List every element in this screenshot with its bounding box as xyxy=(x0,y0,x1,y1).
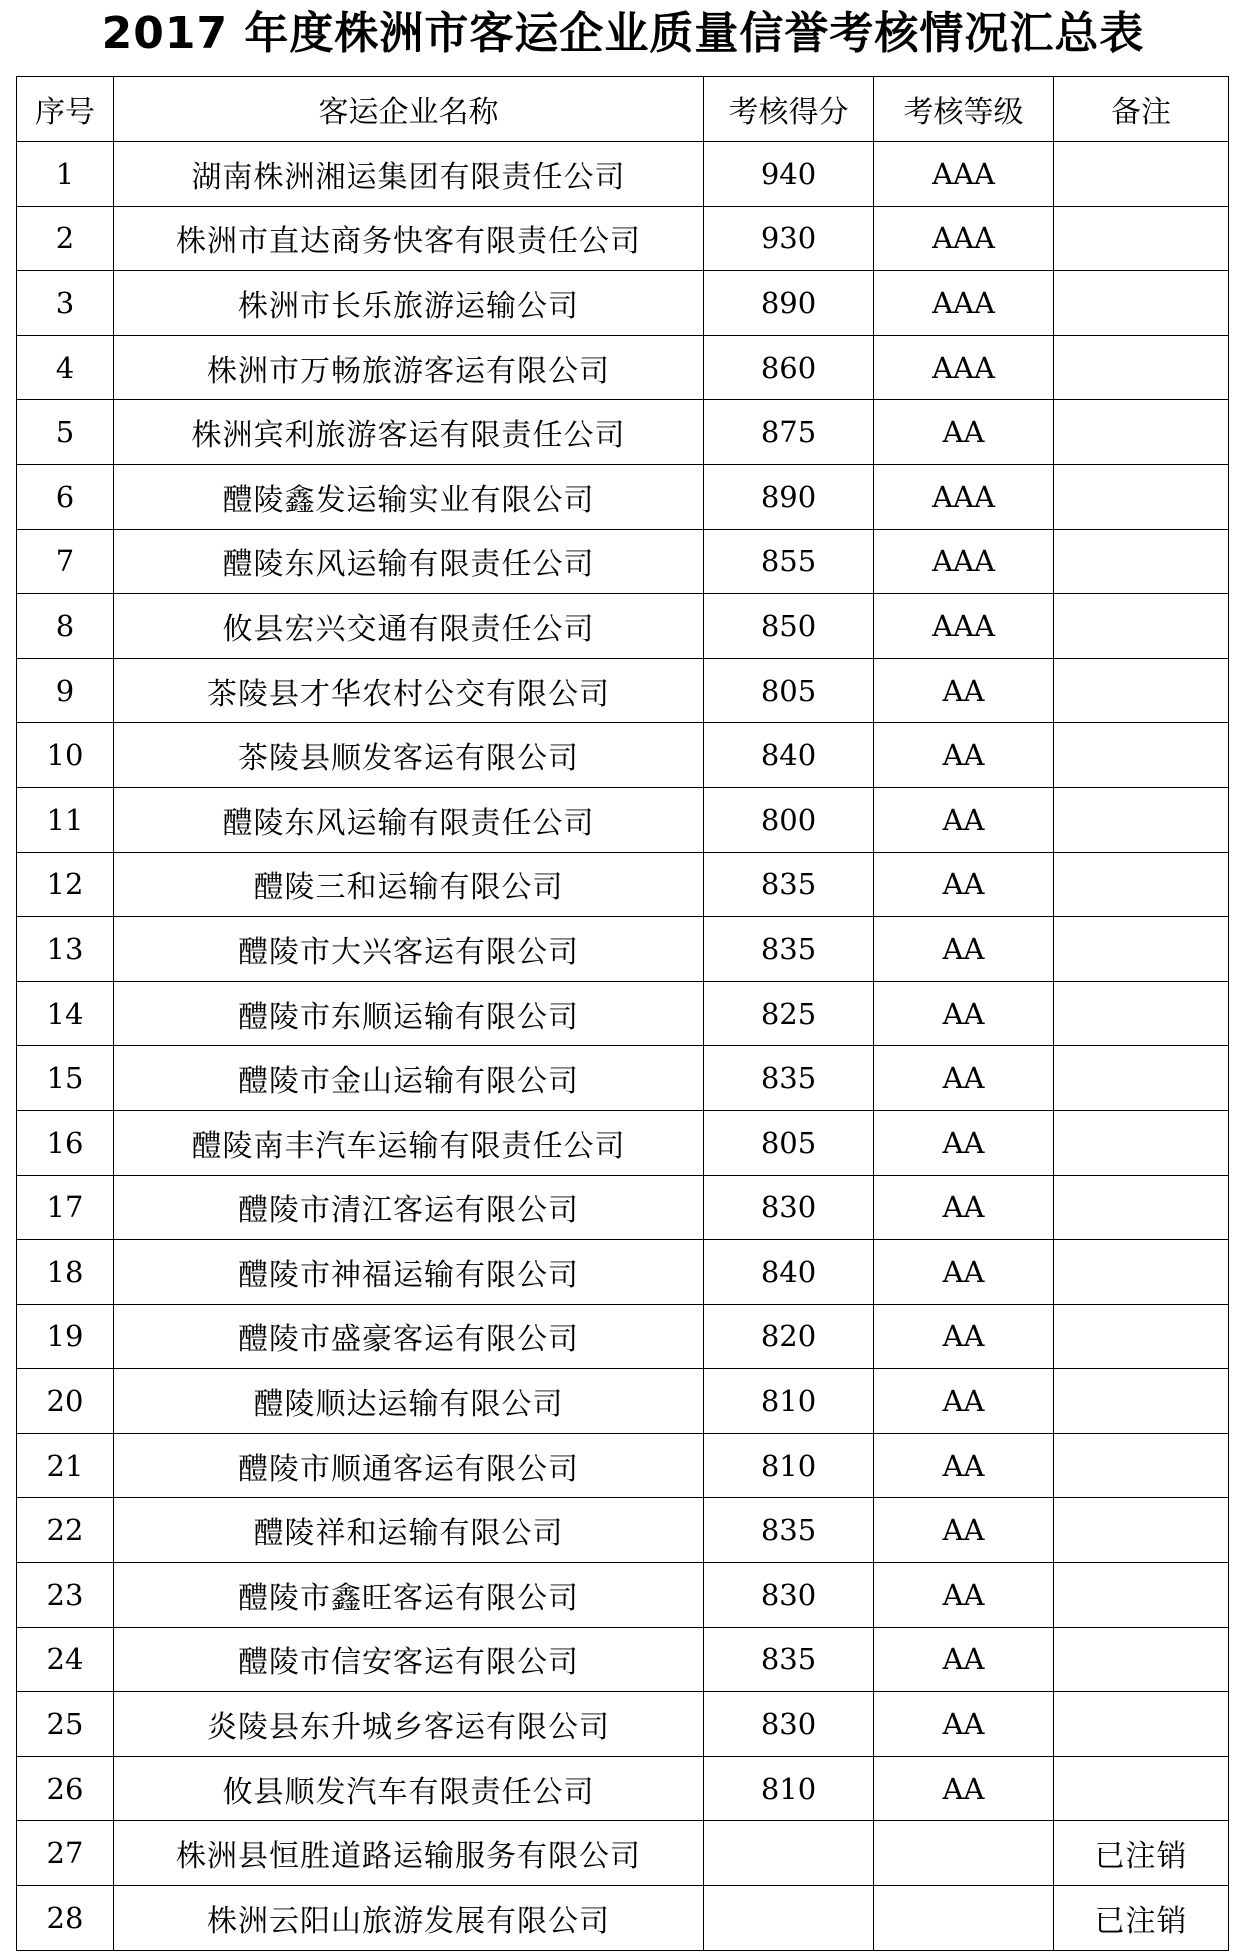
cell-note xyxy=(1054,1240,1229,1305)
cell-grade: AAA xyxy=(874,529,1054,594)
cell-grade: AAA xyxy=(874,271,1054,336)
cell-grade: AA xyxy=(874,787,1054,852)
cell-note xyxy=(1054,1369,1229,1434)
header-seq: 序号 xyxy=(17,77,114,142)
assessment-table xyxy=(16,76,1229,1951)
cell-note xyxy=(1054,1627,1229,1692)
table-row xyxy=(17,142,1229,207)
cell-grade: AA xyxy=(874,1627,1054,1692)
cell-seq: 12 xyxy=(17,852,114,917)
cell-score: 860 xyxy=(704,335,874,400)
cell-score: 855 xyxy=(704,529,874,594)
cell-note xyxy=(1054,1433,1229,1498)
cell-score: 810 xyxy=(704,1369,874,1434)
cell-company-name: 株洲宾利旅游客运有限责任公司 xyxy=(114,400,704,465)
cell-grade: AA xyxy=(874,400,1054,465)
cell-company-name: 攸县顺发汽车有限责任公司 xyxy=(114,1756,704,1821)
cell-score xyxy=(704,1821,874,1886)
cell-seq: 3 xyxy=(17,271,114,336)
cell-seq: 23 xyxy=(17,1563,114,1628)
cell-company-name: 株洲市长乐旅游运输公司 xyxy=(114,271,704,336)
table-row xyxy=(17,1627,1229,1692)
cell-score: 835 xyxy=(704,1627,874,1692)
cell-company-name: 醴陵市盛豪客运有限公司 xyxy=(114,1304,704,1369)
cell-grade: AA xyxy=(874,981,1054,1046)
table-row xyxy=(17,1175,1229,1240)
cell-grade: AA xyxy=(874,1433,1054,1498)
cell-grade: AA xyxy=(874,1110,1054,1175)
table-row xyxy=(17,981,1229,1046)
cell-company-name: 株洲县恒胜道路运输服务有限公司 xyxy=(114,1821,704,1886)
cell-seq: 19 xyxy=(17,1304,114,1369)
table-row xyxy=(17,464,1229,529)
header-row xyxy=(17,77,1229,142)
table-row xyxy=(17,787,1229,852)
cell-company-name: 醴陵市大兴客运有限公司 xyxy=(114,917,704,982)
cell-note xyxy=(1054,529,1229,594)
cell-company-name: 醴陵市东顺运输有限公司 xyxy=(114,981,704,1046)
cell-note xyxy=(1054,1498,1229,1563)
table-row xyxy=(17,1498,1229,1563)
cell-grade: AAA xyxy=(874,206,1054,271)
cell-seq: 1 xyxy=(17,142,114,207)
cell-seq: 6 xyxy=(17,464,114,529)
cell-seq: 28 xyxy=(17,1886,114,1951)
cell-seq: 17 xyxy=(17,1175,114,1240)
cell-note xyxy=(1054,1756,1229,1821)
cell-score: 835 xyxy=(704,917,874,982)
cell-grade: AAA xyxy=(874,142,1054,207)
table-row xyxy=(17,723,1229,788)
cell-score: 840 xyxy=(704,1240,874,1305)
cell-score: 840 xyxy=(704,723,874,788)
cell-company-name: 醴陵东风运输有限责任公司 xyxy=(114,787,704,852)
table-row xyxy=(17,1886,1229,1951)
table-row xyxy=(17,529,1229,594)
cell-company-name: 醴陵市神福运输有限公司 xyxy=(114,1240,704,1305)
table-row xyxy=(17,658,1229,723)
cell-company-name: 茶陵县顺发客运有限公司 xyxy=(114,723,704,788)
table-row xyxy=(17,271,1229,336)
cell-company-name: 醴陵市鑫旺客运有限公司 xyxy=(114,1563,704,1628)
cell-score: 835 xyxy=(704,1046,874,1111)
table-row xyxy=(17,1046,1229,1111)
table-row xyxy=(17,1304,1229,1369)
cell-note xyxy=(1054,981,1229,1046)
cell-note: 已注销 xyxy=(1054,1886,1229,1951)
cell-score: 890 xyxy=(704,271,874,336)
cell-note xyxy=(1054,594,1229,659)
cell-seq: 24 xyxy=(17,1627,114,1692)
cell-company-name: 湖南株洲湘运集团有限责任公司 xyxy=(114,142,704,207)
cell-grade: AA xyxy=(874,1692,1054,1757)
cell-score: 830 xyxy=(704,1175,874,1240)
cell-note xyxy=(1054,335,1229,400)
cell-note xyxy=(1054,271,1229,336)
cell-company-name: 醴陵祥和运输有限公司 xyxy=(114,1498,704,1563)
cell-seq: 20 xyxy=(17,1369,114,1434)
cell-company-name: 株洲市直达商务快客有限责任公司 xyxy=(114,206,704,271)
table-row xyxy=(17,206,1229,271)
table-row xyxy=(17,335,1229,400)
cell-grade: AA xyxy=(874,1175,1054,1240)
table-row xyxy=(17,1756,1229,1821)
cell-score: 850 xyxy=(704,594,874,659)
cell-note xyxy=(1054,1110,1229,1175)
cell-company-name: 醴陵市清江客运有限公司 xyxy=(114,1175,704,1240)
cell-grade: AAA xyxy=(874,335,1054,400)
cell-seq: 22 xyxy=(17,1498,114,1563)
cell-company-name: 醴陵东风运输有限责任公司 xyxy=(114,529,704,594)
cell-company-name: 炎陵县东升城乡客运有限公司 xyxy=(114,1692,704,1757)
table-body xyxy=(17,142,1229,1951)
cell-note xyxy=(1054,917,1229,982)
cell-seq: 15 xyxy=(17,1046,114,1111)
cell-note xyxy=(1054,658,1229,723)
cell-company-name: 醴陵三和运输有限公司 xyxy=(114,852,704,917)
cell-company-name: 醴陵顺达运输有限公司 xyxy=(114,1369,704,1434)
cell-score: 805 xyxy=(704,658,874,723)
cell-seq: 27 xyxy=(17,1821,114,1886)
cell-score: 820 xyxy=(704,1304,874,1369)
cell-seq: 5 xyxy=(17,400,114,465)
cell-score: 830 xyxy=(704,1692,874,1757)
document-title: 2017 年度株洲市客运企业质量信誉考核情况汇总表 xyxy=(101,8,1145,59)
cell-seq: 9 xyxy=(17,658,114,723)
cell-company-name: 醴陵市顺通客运有限公司 xyxy=(114,1433,704,1498)
cell-company-name: 醴陵市信安客运有限公司 xyxy=(114,1627,704,1692)
cell-grade: AA xyxy=(874,917,1054,982)
cell-grade: AA xyxy=(874,1046,1054,1111)
cell-score xyxy=(704,1886,874,1951)
cell-seq: 13 xyxy=(17,917,114,982)
cell-seq: 21 xyxy=(17,1433,114,1498)
cell-note xyxy=(1054,1304,1229,1369)
cell-seq: 11 xyxy=(17,787,114,852)
table-header xyxy=(17,77,1229,142)
cell-score: 805 xyxy=(704,1110,874,1175)
cell-note xyxy=(1054,206,1229,271)
cell-grade: AA xyxy=(874,1369,1054,1434)
cell-seq: 4 xyxy=(17,335,114,400)
cell-grade: AA xyxy=(874,1563,1054,1628)
cell-seq: 7 xyxy=(17,529,114,594)
table-row xyxy=(17,1821,1229,1886)
cell-note xyxy=(1054,1046,1229,1111)
cell-seq: 26 xyxy=(17,1756,114,1821)
cell-seq: 2 xyxy=(17,206,114,271)
cell-score: 890 xyxy=(704,464,874,529)
cell-seq: 14 xyxy=(17,981,114,1046)
cell-note xyxy=(1054,142,1229,207)
table-row xyxy=(17,1110,1229,1175)
cell-grade: AA xyxy=(874,1756,1054,1821)
cell-grade: AA xyxy=(874,723,1054,788)
cell-company-name: 茶陵县才华农村公交有限公司 xyxy=(114,658,704,723)
cell-company-name: 株洲市万畅旅游客运有限公司 xyxy=(114,335,704,400)
cell-company-name: 株洲云阳山旅游发展有限公司 xyxy=(114,1886,704,1951)
table-row xyxy=(17,400,1229,465)
header-grade: 考核等级 xyxy=(874,77,1054,142)
header-note: 备注 xyxy=(1054,77,1229,142)
table-row xyxy=(17,1433,1229,1498)
cell-note xyxy=(1054,400,1229,465)
cell-seq: 18 xyxy=(17,1240,114,1305)
cell-seq: 16 xyxy=(17,1110,114,1175)
cell-grade: AA xyxy=(874,1240,1054,1305)
cell-grade: AAA xyxy=(874,594,1054,659)
cell-note xyxy=(1054,1175,1229,1240)
cell-score: 810 xyxy=(704,1756,874,1821)
cell-company-name: 醴陵市金山运输有限公司 xyxy=(114,1046,704,1111)
table-row xyxy=(17,917,1229,982)
cell-score: 810 xyxy=(704,1433,874,1498)
cell-grade: AA xyxy=(874,1304,1054,1369)
cell-note xyxy=(1054,1563,1229,1628)
cell-score: 930 xyxy=(704,206,874,271)
cell-note xyxy=(1054,464,1229,529)
cell-grade: AA xyxy=(874,658,1054,723)
cell-note xyxy=(1054,723,1229,788)
cell-score: 825 xyxy=(704,981,874,1046)
header-company-name: 客运企业名称 xyxy=(114,77,704,142)
cell-score: 835 xyxy=(704,1498,874,1563)
cell-grade xyxy=(874,1886,1054,1951)
cell-company-name: 攸县宏兴交通有限责任公司 xyxy=(114,594,704,659)
cell-score: 875 xyxy=(704,400,874,465)
cell-score: 940 xyxy=(704,142,874,207)
cell-grade: AAA xyxy=(874,464,1054,529)
table-row xyxy=(17,1563,1229,1628)
cell-note: 已注销 xyxy=(1054,1821,1229,1886)
table-row xyxy=(17,1692,1229,1757)
cell-score: 800 xyxy=(704,787,874,852)
cell-note xyxy=(1054,1692,1229,1757)
table-row xyxy=(17,1240,1229,1305)
cell-note xyxy=(1054,787,1229,852)
cell-score: 835 xyxy=(704,852,874,917)
cell-grade xyxy=(874,1821,1054,1886)
table-row xyxy=(17,594,1229,659)
cell-score: 830 xyxy=(704,1563,874,1628)
cell-note xyxy=(1054,852,1229,917)
table-row xyxy=(17,852,1229,917)
cell-grade: AA xyxy=(874,1498,1054,1563)
cell-seq: 8 xyxy=(17,594,114,659)
cell-company-name: 醴陵南丰汽车运输有限责任公司 xyxy=(114,1110,704,1175)
table-row xyxy=(17,1369,1229,1434)
header-score: 考核得分 xyxy=(704,77,874,142)
cell-seq: 25 xyxy=(17,1692,114,1757)
cell-seq: 10 xyxy=(17,723,114,788)
cell-company-name: 醴陵鑫发运输实业有限公司 xyxy=(114,464,704,529)
cell-grade: AA xyxy=(874,852,1054,917)
